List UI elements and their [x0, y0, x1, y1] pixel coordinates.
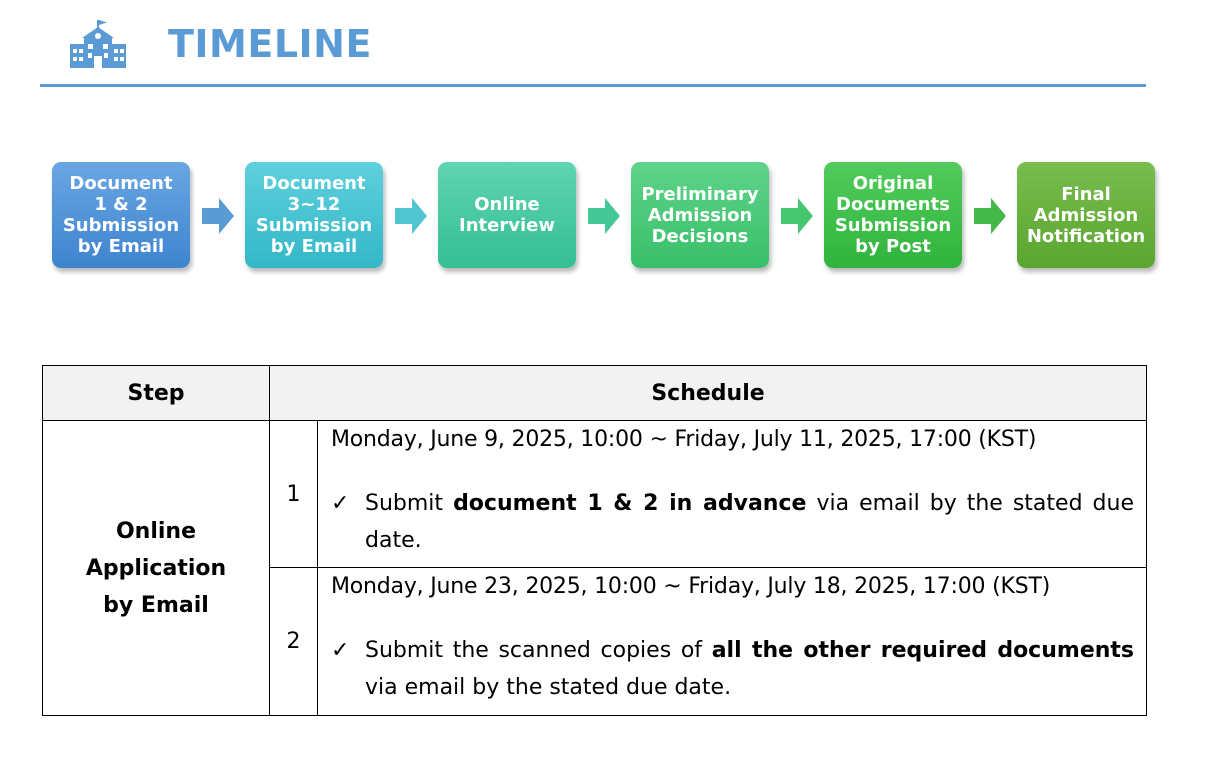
- page-title: TIMELINE: [168, 22, 372, 66]
- process-step: [824, 162, 962, 268]
- requirement-item: ✓ Submit document 1 & 2 in advance via email by the stated due date.: [331, 485, 1134, 559]
- process-step: [52, 162, 190, 268]
- title-divider: [40, 84, 1146, 87]
- process-flow: [52, 162, 1154, 270]
- schedule-header: Schedule: [270, 366, 1147, 421]
- checkmark-icon: ✓: [331, 638, 350, 663]
- process-step: [1017, 162, 1155, 268]
- arrow-right-icon: [202, 198, 234, 234]
- process-step-label: Final Admission Notification: [1026, 183, 1146, 247]
- requirement-item: ✓ Submit the scanned copies of all the other required documents via email by the stated due date.: [331, 632, 1134, 706]
- table-header-row: [43, 366, 1147, 421]
- arrow-right-icon: [974, 198, 1006, 234]
- step-header: Step: [43, 366, 270, 421]
- date-range: Monday, June 9, 2025, 10:00 ~ Friday, July 11, 2025, 17:00 (KST): [331, 427, 1037, 452]
- row-number: 2: [270, 568, 318, 716]
- step-cell: [43, 421, 270, 716]
- table-row: [43, 421, 1147, 568]
- process-step-label: Document 3~12 Submission by Email: [255, 173, 373, 257]
- arrow-right-icon: [395, 198, 427, 234]
- schedule-detail: [318, 421, 1147, 568]
- date-range: Monday, June 23, 2025, 10:00 ~ Friday, July 18, 2025, 17:00 (KST): [331, 574, 1051, 599]
- schedule-table: [42, 365, 1147, 716]
- row-number: 1: [270, 421, 318, 568]
- requirement-emphasis: all the other required documents: [711, 638, 1135, 663]
- school-icon: [70, 20, 126, 68]
- process-step-label: Online Interview: [459, 194, 555, 236]
- arrow-right-icon: [588, 198, 620, 234]
- process-step-label: Document 1 & 2 Submission by Email: [62, 173, 180, 257]
- process-step-label: Preliminary Admission Decisions: [641, 183, 759, 247]
- checkmark-icon: ✓: [331, 491, 350, 516]
- page-header: [40, 14, 1146, 88]
- arrow-right-icon: [781, 198, 813, 234]
- process-step: [245, 162, 383, 268]
- requirement-emphasis: document 1 & 2 in advance: [453, 491, 807, 516]
- schedule-detail: [318, 568, 1147, 716]
- process-step-label: Original Documents Submission by Post: [834, 173, 952, 257]
- step-label: Online Application by Email: [85, 518, 227, 618]
- process-step: [438, 162, 576, 268]
- process-step: [631, 162, 769, 268]
